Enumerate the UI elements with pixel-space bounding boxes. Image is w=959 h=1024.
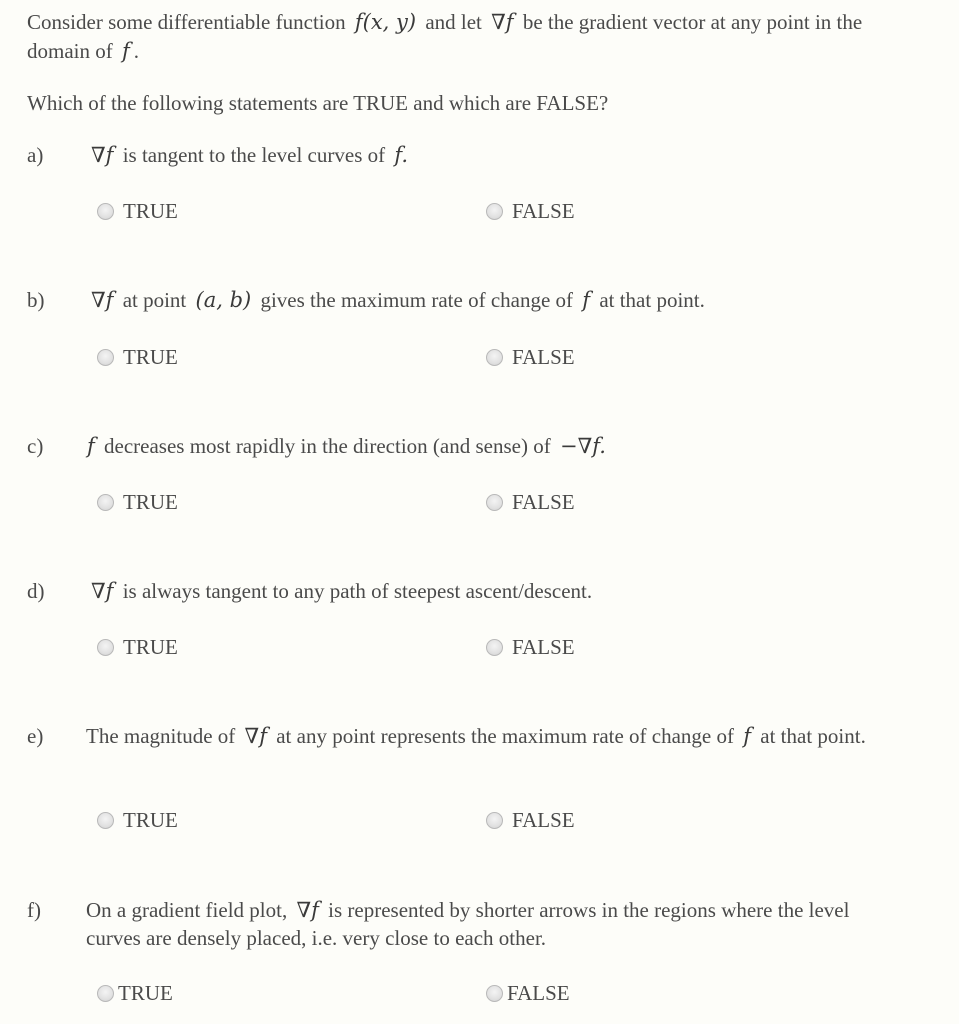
radio-button-icon[interactable] — [486, 812, 503, 829]
intro-paragraph — [27, 8, 907, 66]
statement-text — [86, 722, 886, 750]
option-label: FALSE — [512, 490, 575, 514]
statement-text-segment: is represented by shorter arrows in the regions where the level curves are densely placed, i.e. very close to each other. — [86, 898, 850, 950]
statement-text-segment: at that point. — [760, 724, 866, 748]
statement-text — [87, 141, 887, 169]
statement-text-segment: The magnitude of — [86, 724, 236, 748]
radio-button-icon[interactable] — [97, 203, 114, 220]
option-label: TRUE — [123, 808, 178, 832]
radio-button-icon[interactable] — [97, 349, 114, 366]
statement-letter: d) — [27, 579, 45, 603]
radio-button-icon[interactable] — [97, 639, 114, 656]
statement-text — [86, 896, 886, 952]
statement-text — [87, 286, 887, 314]
radio-button-icon[interactable] — [486, 639, 503, 656]
statement-text-segment: at any point represents the maximum rate of change of — [276, 724, 734, 748]
statement-math: ∇f — [244, 724, 267, 748]
intro-math-f: f — [121, 39, 130, 63]
option-label: FALSE — [507, 981, 570, 1005]
radio-button-icon[interactable] — [486, 985, 503, 1002]
intro-math-function: f(x, y) — [354, 10, 417, 34]
intro-text-1: Consider some differentiable function — [27, 10, 346, 34]
option-label: FALSE — [512, 808, 575, 832]
option-b-false[interactable] — [486, 345, 575, 369]
statement-math: ∇f — [91, 288, 114, 312]
statement-letter: e) — [27, 724, 44, 748]
option-a-true[interactable] — [97, 199, 178, 223]
option-e-false[interactable] — [486, 808, 575, 832]
radio-button-icon[interactable] — [486, 203, 503, 220]
radio-button-icon[interactable] — [97, 494, 114, 511]
statement-text-segment: at that point. — [599, 288, 705, 312]
statement-letter: f) — [27, 898, 41, 922]
option-d-false[interactable] — [486, 635, 575, 659]
option-f-false[interactable] — [486, 981, 570, 1005]
statement-text-segment: is always tangent to any path of steepest ascent/descent. — [122, 579, 593, 603]
statement-text-segment: decreases most rapidly in the direction (and sense) of — [104, 434, 551, 458]
intro-text-4: . — [133, 39, 140, 63]
option-c-true[interactable] — [97, 490, 178, 514]
option-c-false[interactable] — [486, 490, 575, 514]
statement-letter: a) — [27, 143, 44, 167]
statement-math: ∇f — [91, 143, 114, 167]
option-label: FALSE — [512, 199, 575, 223]
option-b-true[interactable] — [97, 345, 178, 369]
option-d-true[interactable] — [97, 635, 178, 659]
statement-text — [83, 432, 883, 460]
option-e-true[interactable] — [97, 808, 178, 832]
statement-letter: c) — [27, 434, 44, 458]
statement-text — [87, 577, 887, 605]
radio-button-icon[interactable] — [97, 812, 114, 829]
option-label: FALSE — [512, 345, 575, 369]
option-label: FALSE — [512, 635, 575, 659]
statement-math: f — [582, 288, 591, 312]
intro-text-2: and let — [425, 10, 482, 34]
statement-text-segment: is tangent to the level curves of — [122, 143, 386, 167]
option-f-true[interactable] — [97, 981, 173, 1005]
intro-text-3: be the gradient vector at any point in the domain of — [27, 10, 863, 63]
radio-button-icon[interactable] — [97, 985, 114, 1002]
radio-button-icon[interactable] — [486, 494, 503, 511]
statement-math: ∇f — [296, 898, 319, 922]
statement-math: f — [87, 434, 95, 458]
option-a-false[interactable] — [486, 199, 575, 223]
statement-math: −∇f. — [559, 434, 606, 458]
intro-math-gradient: ∇f — [491, 10, 514, 34]
statement-text-segment: at point — [122, 288, 187, 312]
statement-math: ∇f — [91, 579, 114, 603]
option-label: TRUE — [118, 981, 173, 1005]
option-label: TRUE — [123, 345, 178, 369]
statement-math: f — [743, 724, 752, 748]
statement-text-segment: gives the maximum rate of change of — [260, 288, 574, 312]
statement-text-segment: On a gradient field plot, — [86, 898, 288, 922]
option-label: TRUE — [123, 490, 178, 514]
option-label: TRUE — [123, 635, 178, 659]
option-label: TRUE — [123, 199, 178, 223]
radio-button-icon[interactable] — [486, 349, 503, 366]
statement-math: f. — [394, 143, 409, 167]
question-prompt: Which of the following statements are TRUE and which are FALSE? — [27, 91, 609, 115]
statement-math: (a, b) — [195, 288, 252, 312]
statement-letter: b) — [27, 288, 45, 312]
